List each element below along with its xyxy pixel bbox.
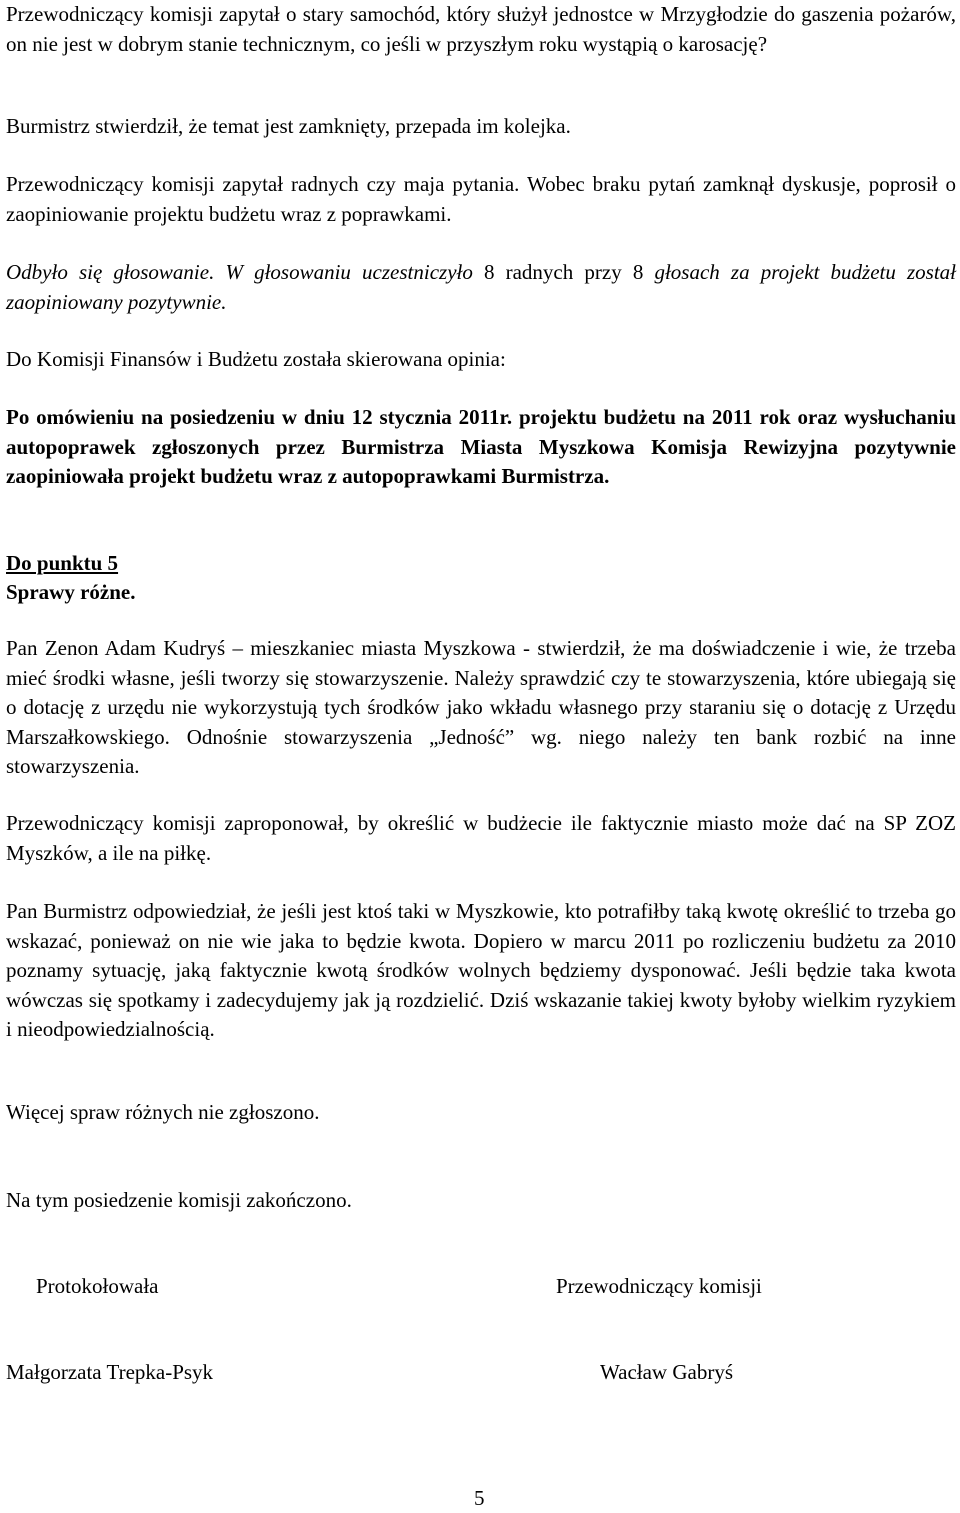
paragraph-chairman-proposal: Przewodniczący komisji zaproponował, by określić w budżecie ile faktycznie miasto może dać na SP ZOZ Myszków, a ile na piłkę.	[6, 811, 956, 865]
signature-right-name: Wacław Gabryś	[600, 1360, 734, 1384]
paragraph-no-other-matters: Więcej spraw różnych nie zgłoszono.	[6, 1100, 320, 1124]
signature-right-role: Przewodniczący komisji	[556, 1274, 762, 1298]
voting-text-part3: głosach za projekt budżetu został zaopiniowany pozytywnie.	[6, 260, 957, 314]
paragraph-mayor-response: Pan Burmistrz odpowiedział, że jeśli jest ktoś taki w Myszkowie, kto potrafiłby taką kwotę określić to trzeba go wskazać, ponieważ on nie wie jaka to będzie kwota. Dopiero w marcu 2011 po rozliczeniu budżetu za 2010 poznamy sytuację, jaką faktycznie kwotą środków wolnych będziemy dysponować. Jeśli będzie taka kwota wówczas się spotkamy i zadecydujemy jak ją rozdzielić. Dziś wskazanie takiej kwoty byłoby wielkim ryzykiem i nieodpowiedzialnością.	[6, 899, 956, 1041]
paragraph-meeting-closed: Na tym posiedzenie komisji zakończono.	[6, 1188, 352, 1212]
section-title-heading: Sprawy różne.	[6, 580, 136, 604]
signature-left-name: Małgorzata Trepka-Psyk	[6, 1360, 214, 1384]
paragraph-discussion-closed: Przewodniczący komisji zapytał radnych czy maja pytania. Wobec braku pytań zamknął dyskusje, poprosił o zaopiniowanie projektu budżetu wraz z poprawkami.	[6, 172, 956, 226]
paragraph-old-vehicle-question: Przewodniczący komisji zapytał o stary samochód, który służył jednostce w Mrzygłodzie do gaszenia pożarów, on nie jest w dobrym stanie technicznym, co jeśli w przyszłym roku wystąpią o karosację?	[6, 2, 956, 56]
paragraph-opinion-text: Po omówieniu na posiedzeniu w dniu 12 stycznia 2011r. projektu budżetu na 2011 rok oraz wysłuchaniu autopoprawek zgłoszonych przez Burmistrza Miasta Myszkowa Komisja Rewizyjna pozytywnie zaopiniowała projekt budżetu wraz z autopoprawkami Burmistrza.	[6, 405, 956, 488]
paragraph-voting-result	[6, 258, 956, 317]
paragraph-kudrys-statement: Pan Zenon Adam Kudryś – mieszkaniec miasta Myszkowa - stwierdził, że ma doświadczenie i wie, że trzeba mieć środki własne, jeśli tworzy się stowarzyszenie. Należy sprawdzić czy te stowarzyszenia, które ubiegają się o dotację z urzędu nie wykorzystują tych środków jako wkładu własnego przy staraniu się o dotację z Urzędu Marszałkowskiego. Odnośnie stowarzyszenia „Jedność” wg. niego należy ten bank rozbić na inne stowarzyszenia.	[6, 636, 956, 778]
section-point-heading: Do punktu 5	[6, 551, 119, 575]
voting-text-count: 8 radnych przy 8	[483, 260, 655, 284]
paragraph-mayor-answer: Burmistrz stwierdził, że temat jest zamknięty, przepada im kolejka.	[6, 114, 571, 138]
signature-left-role: Protokołowała	[36, 1274, 159, 1298]
voting-text-part1: Odbyło się głosowanie. W głosowaniu uczestniczyło	[6, 260, 484, 284]
paragraph-opinion-intro: Do Komisji Finansów i Budżetu została skierowana opinia:	[6, 347, 506, 371]
page-number: 5	[474, 1486, 485, 1510]
